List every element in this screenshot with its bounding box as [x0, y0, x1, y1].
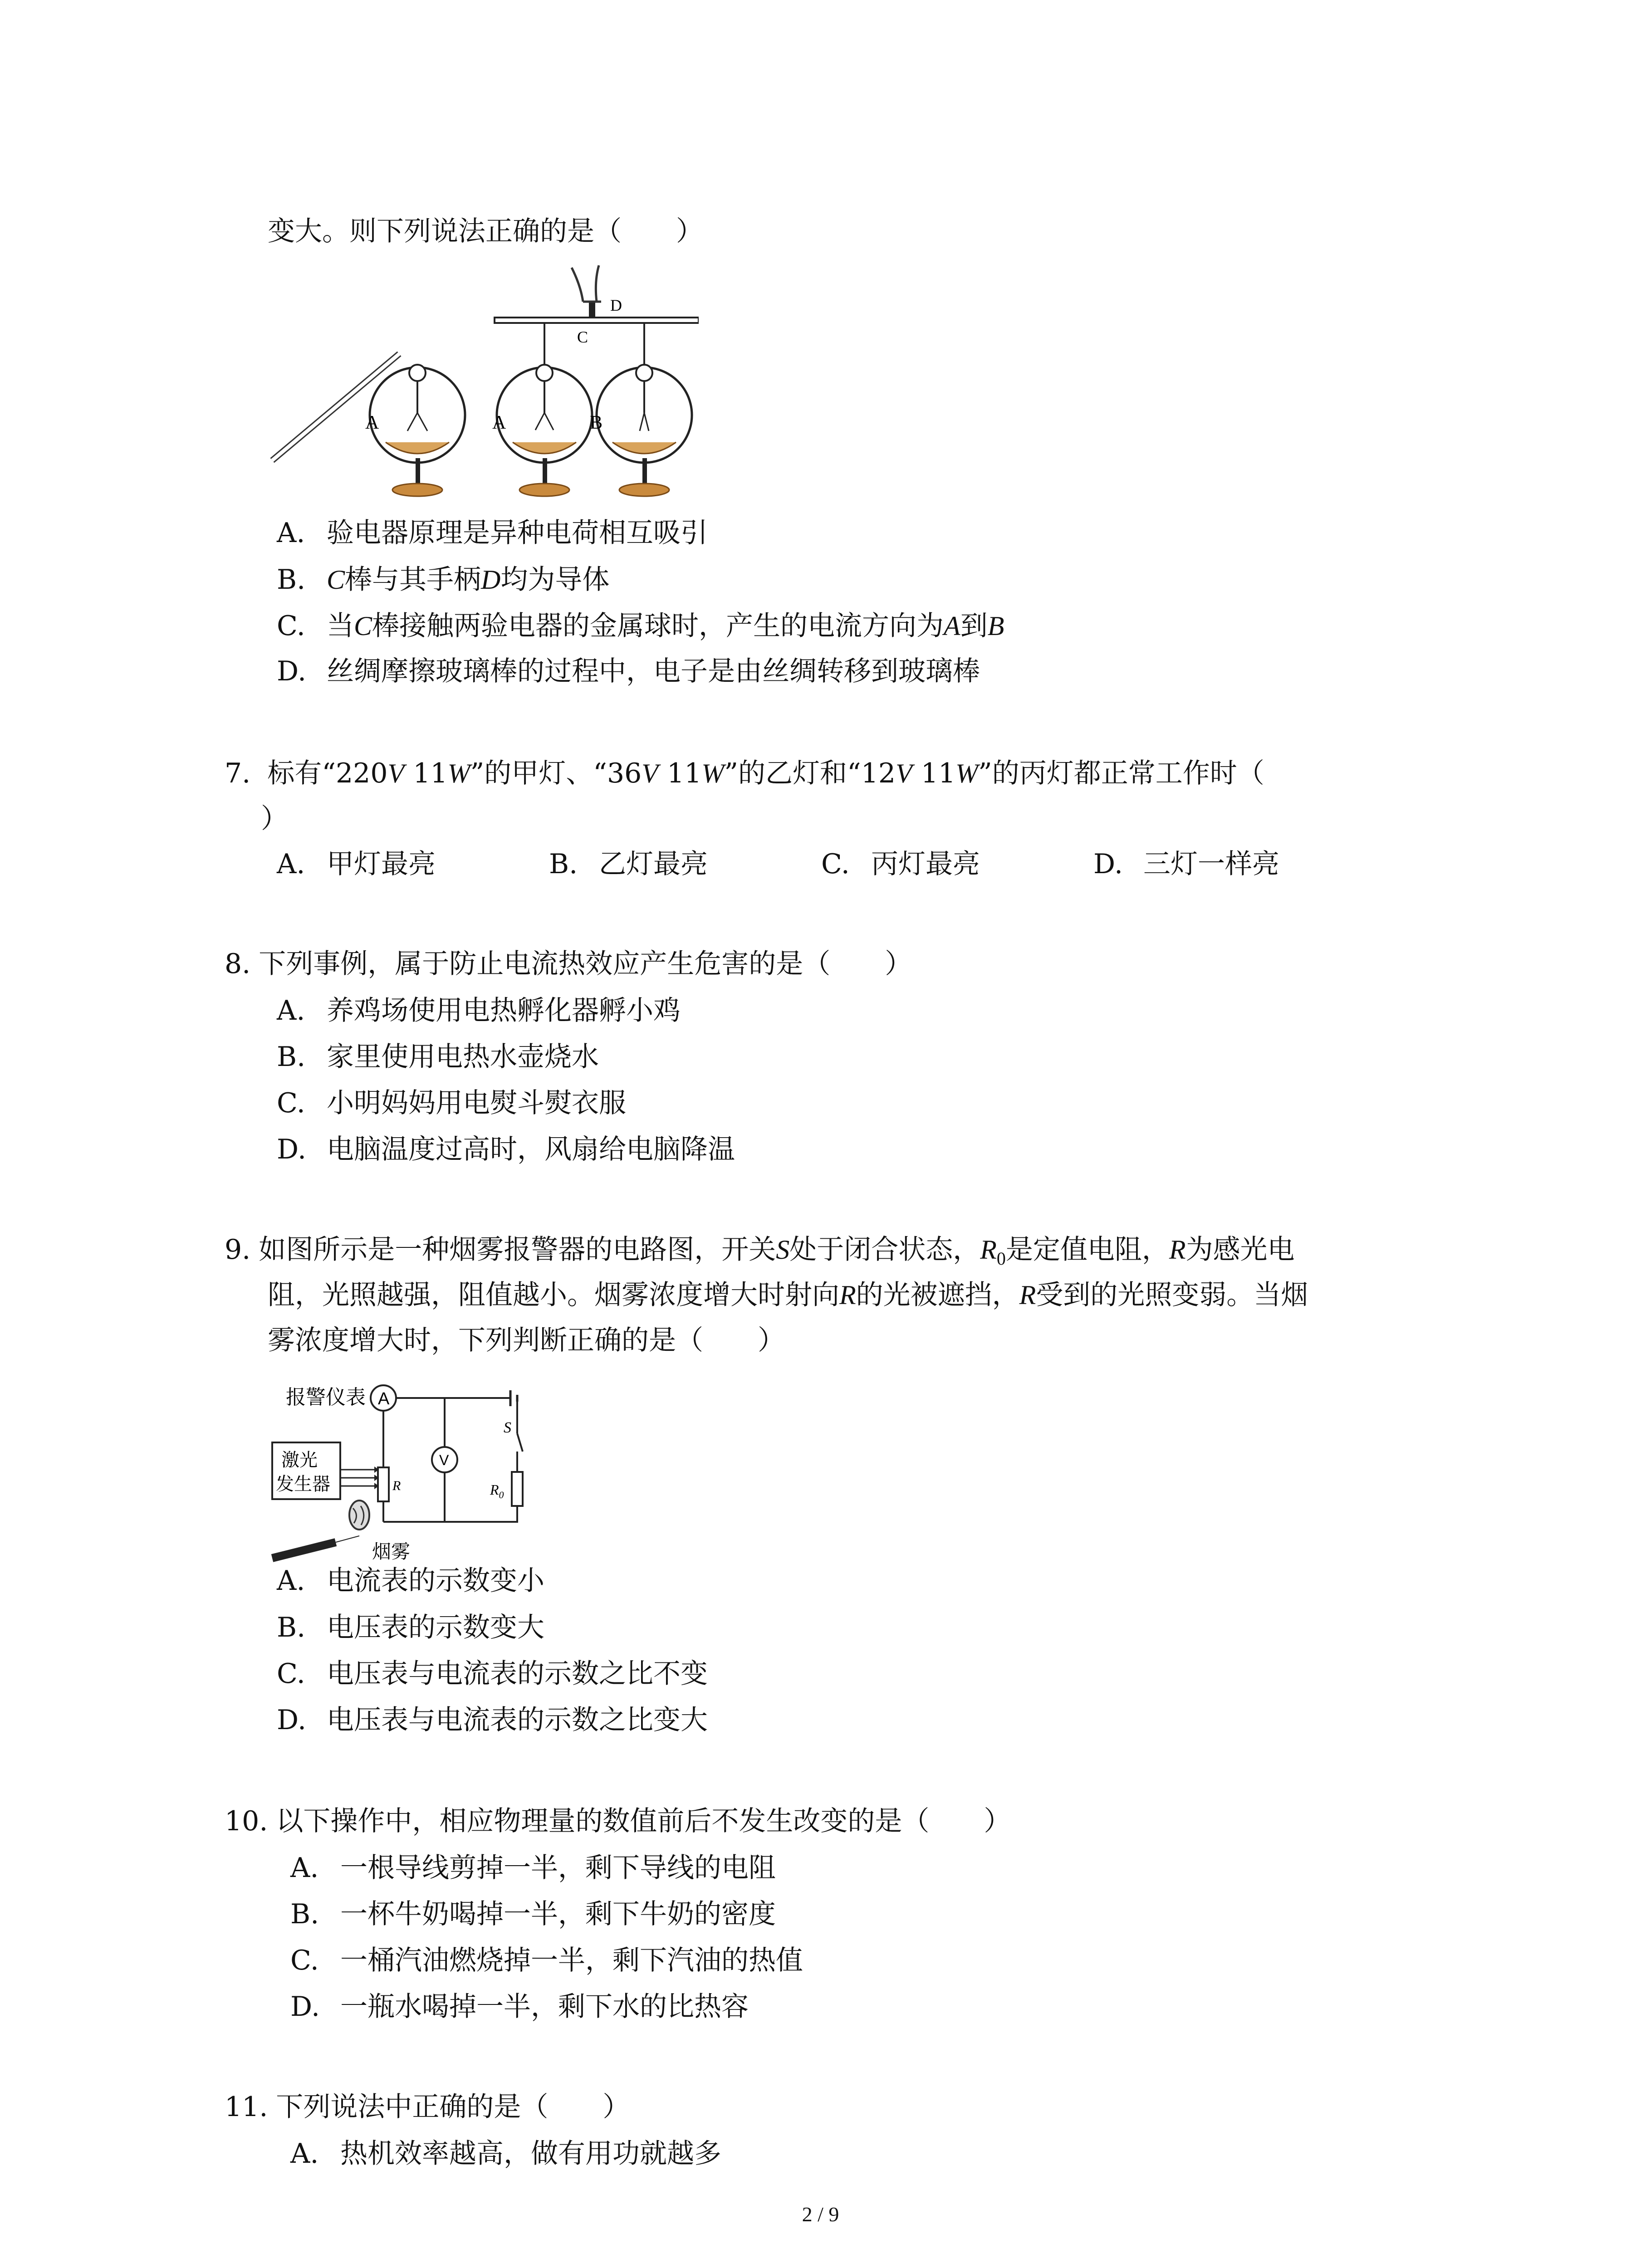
electroscope-a-left	[370, 365, 465, 496]
option-text: 一瓶水喝掉一半，剩下水的比热容	[340, 1991, 749, 2023]
q10-option-c	[290, 1942, 803, 1979]
option-text: 棒与其手柄	[345, 564, 481, 596]
option-text: 热机效率越高，做有用功就越多	[340, 2138, 721, 2170]
question-number: 10.	[225, 1805, 268, 1837]
label-d: D	[610, 296, 622, 314]
label-a1: A	[365, 412, 379, 433]
q10-option-b	[290, 1896, 776, 1932]
r-label: R	[392, 1478, 401, 1493]
option-text: 电脑温度过高时，风扇给电脑降温	[327, 1134, 735, 1165]
q7-option-b	[549, 846, 708, 882]
q7-option-d	[1093, 846, 1279, 882]
option-letter: C.	[290, 1945, 319, 1976]
option-text: 棒接触两验电器的金属球时，产生的电流方向为	[372, 610, 944, 642]
q8-option-a	[277, 992, 681, 1029]
q9-stem-line1	[225, 1232, 1295, 1277]
electroscope-b	[597, 323, 692, 496]
option-text: 丙灯最亮	[871, 848, 980, 880]
question-number: 7.	[225, 758, 251, 789]
r0-resistor-icon	[512, 1472, 523, 1506]
math-var: R	[1019, 1280, 1036, 1310]
label-a2: A	[492, 412, 506, 433]
option-text: 电压表与电流表的示数之比不变	[327, 1658, 708, 1690]
q9-option-b	[277, 1609, 544, 1646]
option-text: 一根导线剪掉一半，剩下导线的电阻	[340, 1852, 776, 1884]
option-text: 电流表的示数变小	[327, 1565, 544, 1597]
page-number: 2 / 9	[802, 2203, 839, 2226]
option-text: 电压表与电流表的示数之比变大	[327, 1704, 708, 1736]
unit: W	[955, 758, 979, 788]
laser-label-2: 发生器	[276, 1474, 330, 1495]
q7-stem	[225, 755, 1264, 792]
math-var: R	[839, 1280, 856, 1310]
q9-option-d	[277, 1702, 708, 1738]
option-text: 养鸡场使用电热孵化器孵小鸡	[327, 995, 681, 1026]
q9-stem-line3: 雾浓度增大时，下列判断正确的是（ ）	[268, 1325, 785, 1356]
math-var: S	[776, 1235, 790, 1265]
option-letter: B.	[277, 564, 306, 596]
q10-text: 以下操作中，相应物理量的数值前后不发生改变的是（ ）	[276, 1805, 1011, 1837]
laser-label-1: 激光	[281, 1450, 318, 1471]
alarm-meter-label: 报警仪表	[286, 1386, 366, 1409]
q9-option-c	[277, 1656, 708, 1692]
math-var: R	[980, 1235, 997, 1265]
electroscope-a-right	[497, 323, 592, 496]
r0-label	[490, 1481, 504, 1501]
q8-option-b	[277, 1039, 599, 1075]
option-text: 丝绸摩擦玻璃棒的过程中，电子是由丝绸转移到玻璃棒	[327, 655, 980, 687]
option-text: 当	[327, 610, 354, 642]
option-letter: B.	[549, 848, 578, 880]
q8-option-d	[277, 1131, 735, 1168]
option-letter: A.	[290, 2138, 319, 2170]
math-var: B	[987, 611, 1004, 641]
q7-text-3: ”的甲灯、“36	[470, 758, 642, 789]
option-letter: A.	[277, 995, 305, 1026]
option-letter: C.	[277, 1658, 305, 1690]
option-letter: A.	[277, 848, 305, 880]
q9-text: 处于闭合状态，	[789, 1234, 980, 1266]
option-text: 一杯牛奶喝掉一半，剩下牛奶的密度	[340, 1898, 776, 1930]
q10-option-d	[290, 1989, 749, 2025]
q6-option-c	[277, 608, 1004, 644]
q6-electroscope-figure	[263, 259, 699, 513]
label-c: C	[577, 328, 588, 346]
q9-circuit-figure	[263, 1379, 590, 1565]
q10-option-a	[290, 1850, 776, 1886]
option-letter: D.	[277, 1704, 307, 1736]
option-text: 小明妈妈用电熨斗熨衣服	[327, 1087, 626, 1119]
option-letter: C.	[821, 848, 850, 880]
question-number: 8.	[225, 948, 251, 980]
q6-option-a	[277, 515, 708, 551]
q8-stem	[225, 946, 912, 982]
q7-text-4: 11	[658, 758, 702, 789]
switch-label: S	[504, 1419, 511, 1436]
light-rays	[340, 1466, 379, 1489]
q7-text-5: ”的乙灯和“12	[724, 758, 896, 789]
q9-stem-line2	[268, 1277, 1308, 1313]
unit: V	[642, 758, 658, 788]
option-letter: B.	[277, 1041, 306, 1073]
option-text: 一桶汽油燃烧掉一半，剩下汽油的热值	[340, 1945, 803, 1976]
q9-text: 是定值电阻，	[1005, 1234, 1169, 1266]
q6-option-d	[277, 653, 980, 689]
q11-option-a	[290, 2136, 721, 2172]
option-letter: D.	[277, 1134, 307, 1165]
ammeter-label: A	[378, 1389, 390, 1408]
option-letter: D.	[1093, 848, 1123, 880]
q7-option-c	[821, 846, 980, 882]
math-var: R	[1169, 1235, 1186, 1265]
q6-stem-tail: 变大。则下列说法正确的是（ ）	[268, 215, 703, 247]
option-letter: A.	[277, 517, 305, 549]
option-text: 乙灯最亮	[599, 848, 708, 880]
option-letter: B.	[290, 1898, 319, 1930]
q7-text-6: 11	[912, 758, 956, 789]
q7-text-2: 11	[404, 758, 448, 789]
math-var: A	[944, 611, 960, 641]
unit: W	[701, 758, 725, 788]
q9-option-a	[277, 1563, 544, 1599]
unit: V	[896, 758, 912, 788]
option-text: 电压表的示数变大	[327, 1612, 544, 1643]
q11-text: 下列说法中正确的是（ ）	[276, 2091, 630, 2123]
option-text: 家里使用电热水壶烧水	[327, 1041, 599, 1073]
math-subscript: 0	[996, 1248, 1006, 1269]
option-letter: A.	[290, 1852, 319, 1884]
q7-stem-tail: ）	[261, 803, 288, 835]
q11-stem	[225, 2089, 630, 2125]
q8-option-c	[277, 1085, 626, 1121]
q9-text: 阻，光照越强，阻值越小。烟雾浓度增大时射向	[268, 1279, 839, 1311]
math-var: C	[354, 611, 372, 641]
option-letter: B.	[277, 1612, 306, 1643]
q7-option-a	[277, 846, 436, 882]
unit: W	[447, 758, 470, 788]
q7-text-7: ”的丙灯都正常工作时（	[978, 758, 1264, 789]
option-text: 到	[960, 610, 988, 642]
math-var: D	[481, 565, 501, 595]
option-letter: D.	[290, 1991, 320, 2023]
r0-symbol: R	[490, 1481, 499, 1498]
q9-text: 为感光电	[1185, 1234, 1295, 1266]
q10-stem	[225, 1803, 1011, 1839]
option-text: 均为导体	[500, 564, 610, 596]
option-text: 验电器原理是异种电荷相互吸引	[327, 517, 708, 549]
math-var: C	[327, 565, 345, 595]
metal-rod-c	[495, 265, 699, 323]
option-letter: C.	[277, 610, 305, 642]
option-letter: D.	[277, 655, 307, 687]
question-number: 11.	[225, 2091, 268, 2123]
option-letter: A.	[277, 1565, 305, 1597]
unit: V	[387, 758, 405, 788]
q9-text: 如图所示是一种烟雾报警器的电路图，开关	[259, 1234, 776, 1266]
option-text: 三灯一样亮	[1143, 848, 1279, 880]
q9-text: 受到的光照变弱。当烟	[1036, 1279, 1308, 1311]
switch-icon	[517, 1433, 523, 1452]
question-number: 9.	[225, 1234, 251, 1266]
q7-text-1: 标有“220	[267, 758, 388, 789]
option-text: 甲灯最亮	[327, 848, 436, 880]
r0-subscript: 0	[499, 1489, 504, 1501]
photoresistor-icon	[378, 1467, 389, 1501]
smoke-icon	[272, 1501, 369, 1558]
label-b: B	[590, 412, 603, 433]
q9-text: 的光被遮挡，	[856, 1279, 1019, 1311]
option-letter: C.	[277, 1087, 305, 1119]
voltmeter-label: V	[439, 1452, 449, 1468]
smoke-label: 烟雾	[372, 1540, 411, 1563]
q8-text: 下列事例，属于防止电流热效应产生危害的是（ ）	[259, 948, 912, 980]
q6-option-b	[277, 562, 609, 598]
